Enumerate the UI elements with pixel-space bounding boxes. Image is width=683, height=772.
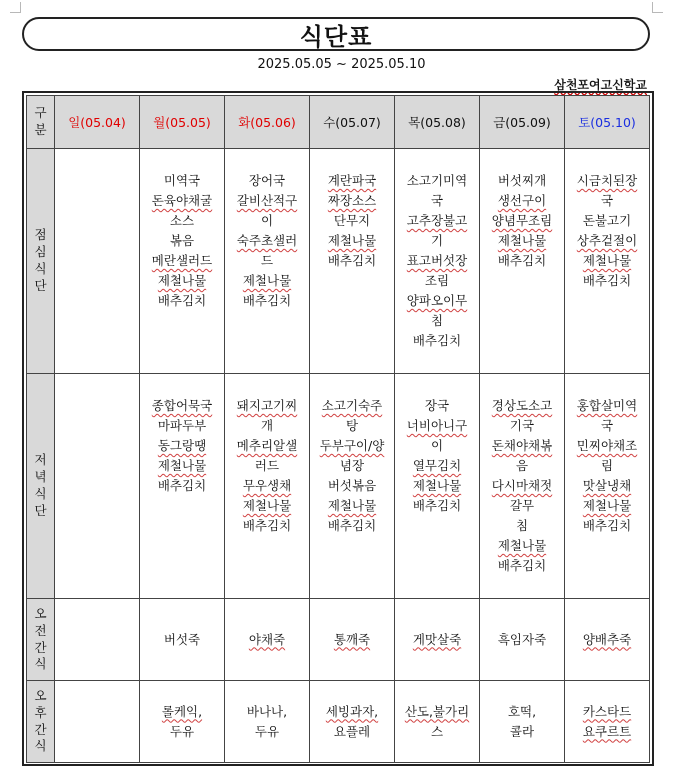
meal-row-dinner: [27, 374, 650, 599]
menu-cell: [310, 149, 395, 374]
header-row: [27, 96, 650, 149]
menu-item: 열무김치: [412, 458, 462, 473]
menu-item: 스: [430, 723, 444, 739]
menu-cell: [310, 681, 395, 763]
page-corner-mark: [652, 2, 663, 13]
menu-item: 너비아니구: [406, 418, 468, 433]
menu-item: 요쿠르트: [582, 723, 632, 739]
meal-row-pm-snack: [27, 681, 650, 763]
menu-cell: [140, 681, 225, 763]
menu-item: 소스: [169, 213, 195, 228]
menu-cell: [565, 599, 650, 681]
menu-item: 시금치된장: [576, 173, 638, 188]
menu-item: 배추김치: [412, 498, 462, 513]
day-header: 토(05.10): [565, 96, 650, 149]
menu-cell: [565, 374, 650, 599]
menu-item: 배추김치: [157, 293, 207, 308]
menu-item: 장어국: [248, 173, 286, 188]
menu-item: 콜라: [509, 723, 535, 739]
menu-item: 양념무조림: [491, 213, 553, 228]
menu-item: 바나나,: [246, 703, 288, 719]
menu-item: 배추김치: [497, 558, 547, 573]
menu-item: 드: [260, 253, 274, 268]
day-header: 목(05.08): [395, 96, 480, 149]
menu-item: 배추김치: [412, 333, 462, 348]
day-header: 월(05.05): [140, 96, 225, 149]
meal-type-label: 저 녁 식 단: [27, 374, 55, 599]
menu-item: 게맛살죽: [412, 631, 462, 647]
menu-item: 배추김치: [242, 293, 292, 308]
menu-item: 고추장불고: [406, 213, 468, 228]
menu-item: 돈불고기: [582, 213, 632, 228]
menu-item: 갈무: [509, 498, 535, 513]
menu-item: 카스타드: [582, 703, 632, 719]
day-header: 금(05.09): [480, 96, 565, 149]
menu-item: 롤케익,: [161, 703, 203, 719]
menu-item: 양파오이무: [406, 293, 468, 308]
menu-cell: [225, 149, 310, 374]
menu-cell: [140, 599, 225, 681]
menu-item: 흑임자죽: [497, 631, 547, 647]
meal-type-label: 점 심 식 단: [27, 149, 55, 374]
menu-item: 림: [600, 458, 614, 473]
menu-item: 국: [600, 193, 614, 208]
menu-item: 양배추죽: [582, 631, 632, 647]
menu-cell: [565, 681, 650, 763]
meal-type-label: 오 후 간 식: [27, 681, 55, 763]
menu-cell: [480, 681, 565, 763]
day-header: 일(05.04): [55, 96, 140, 149]
menu-item: 소고기숙주: [321, 398, 383, 413]
menu-item: 두부구이/양: [319, 438, 385, 453]
menu-item: 소고기미역: [406, 173, 468, 188]
menu-item: 제철나물: [157, 273, 207, 288]
menu-item: 돈채야채볶: [491, 438, 553, 453]
menu-item: 메추리알샐: [236, 438, 298, 453]
menu-item: 종합어묵국: [151, 398, 213, 413]
menu-item: 경상도소고: [491, 398, 553, 413]
menu-item: 버섯죽: [163, 631, 201, 647]
menu-item: 홍합살미역: [576, 398, 638, 413]
menu-item: 이: [430, 438, 444, 453]
menu-cell: [225, 681, 310, 763]
school-name: 삼천포여고신학교: [554, 78, 647, 92]
menu-item: 숙주초샐러: [236, 233, 298, 248]
meal-row-am-snack: [27, 599, 650, 681]
menu-item: 단무지: [333, 213, 371, 228]
menu-cell: [395, 149, 480, 374]
menu-item: 두유: [254, 723, 280, 739]
menu-item: 미역국: [163, 173, 201, 188]
menu-cell: [225, 599, 310, 681]
menu-item: 맛살냉채: [582, 478, 632, 493]
menu-item: 배추김치: [242, 518, 292, 533]
menu-item: 제철나물: [242, 273, 292, 288]
menu-item: 념장: [339, 458, 365, 473]
menu-item: 배추김치: [327, 253, 377, 268]
page-title: 식단표: [299, 22, 373, 51]
menu-item: 기: [430, 233, 444, 248]
menu-item: 음: [515, 458, 529, 473]
menu-item: 배추김치: [582, 518, 632, 533]
menu-item: 버섯찌개: [497, 173, 547, 188]
menu-item: 조림: [424, 273, 450, 288]
menu-item: 이: [260, 213, 274, 228]
menu-cell: [310, 374, 395, 599]
menu-item: 제철나물: [497, 538, 547, 553]
menu-item: 제철나물: [497, 233, 547, 248]
menu-item: 두유: [169, 723, 195, 739]
menu-item: 요플레: [333, 723, 371, 739]
menu-item: 버섯볶음: [327, 478, 377, 493]
menu-item: 통깨죽: [333, 631, 371, 647]
menu-item: 국: [600, 418, 614, 433]
menu-cell: [55, 149, 140, 374]
menu-cell: [395, 681, 480, 763]
menu-item: 러드: [254, 458, 280, 473]
menu-item: 호떡,: [507, 703, 537, 719]
meal-type-label: 오 전 간 식: [27, 599, 55, 681]
menu-item: 배추김치: [157, 478, 207, 493]
menu-cell: [395, 374, 480, 599]
menu-item: 제철나물: [412, 478, 462, 493]
menu-item: 제철나물: [157, 458, 207, 473]
menu-item: 배추김치: [327, 518, 377, 533]
menu-item: 상추겉절이: [576, 233, 638, 248]
menu-cell: [140, 374, 225, 599]
menu-cell: [310, 599, 395, 681]
menu-item: 제철나물: [582, 253, 632, 268]
menu-item: 제철나물: [327, 233, 377, 248]
menu-cell: [140, 149, 225, 374]
menu-cell: [55, 681, 140, 763]
menu-item: 계란파국: [327, 173, 377, 188]
menu-item: 산도,불가리: [404, 703, 470, 719]
menu-item: 메란샐러드: [151, 253, 213, 268]
menu-cell: [480, 599, 565, 681]
menu-item: 제철나물: [242, 498, 292, 513]
menu-item: 개: [260, 418, 274, 433]
menu-cell: [565, 149, 650, 374]
menu-item: 다시마채젓: [491, 478, 553, 493]
day-header: 화(05.06): [225, 96, 310, 149]
menu-item: 기국: [509, 418, 535, 433]
menu-item: 짜장소스: [327, 193, 377, 208]
menu-item: 표고버섯장: [406, 253, 468, 268]
date-range: 2025.05.05 ~ 2025.05.10: [257, 57, 426, 72]
menu-cell: [225, 374, 310, 599]
menu-cell: [480, 374, 565, 599]
menu-table-frame: [22, 91, 654, 766]
menu-cell: [395, 599, 480, 681]
menu-item: 동그랑땡: [157, 438, 207, 453]
menu-cell: [55, 374, 140, 599]
menu-item: 장국: [424, 398, 450, 413]
menu-cell: [480, 149, 565, 374]
menu-cell: [55, 599, 140, 681]
menu-item: 야채죽: [248, 631, 286, 647]
menu-item: 배추김치: [582, 273, 632, 288]
page-corner-mark: [10, 2, 21, 13]
menu-item: 침: [515, 518, 529, 533]
meal-row-lunch: [27, 149, 650, 374]
menu-item: 볶음: [169, 233, 195, 248]
menu-item: 갈비산적구: [236, 193, 298, 208]
menu-item: 탕: [345, 418, 359, 433]
menu-item: 제철나물: [582, 498, 632, 513]
menu-item: 마파두부: [157, 418, 207, 433]
menu-item: 침: [430, 313, 444, 328]
menu-body: [27, 149, 650, 763]
menu-item: 국: [430, 193, 444, 208]
menu-item: 무우생채: [242, 478, 292, 493]
menu-item: 생선구이: [497, 193, 547, 208]
menu-item: 민찌야채조: [576, 438, 638, 453]
menu-table: [26, 95, 650, 763]
title-box: [22, 17, 650, 51]
header-category-label: 구 분: [27, 96, 55, 149]
menu-item: 돈육야채굴: [151, 193, 213, 208]
menu-item: 배추김치: [497, 253, 547, 268]
menu-item: 세빙과자,: [325, 703, 379, 719]
menu-item: 돼지고기찌: [236, 398, 298, 413]
menu-item: 제철나물: [327, 498, 377, 513]
day-header: 수(05.07): [310, 96, 395, 149]
